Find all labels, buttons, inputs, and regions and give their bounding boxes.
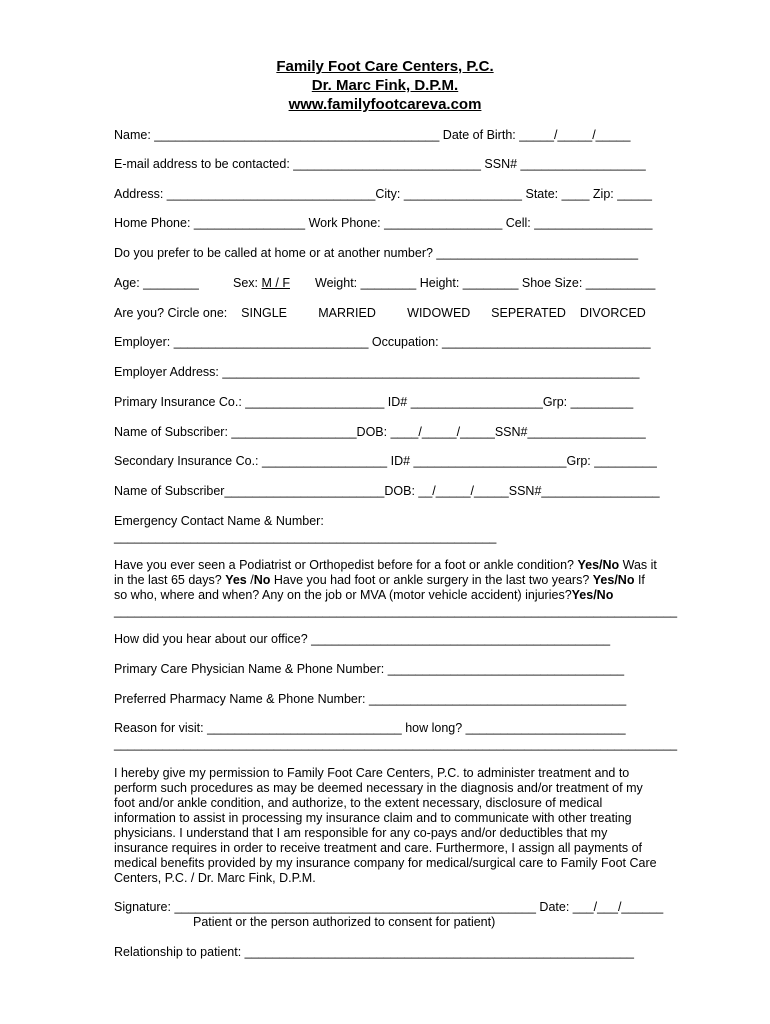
phone-fields[interactable]: Home Phone: ________________ Work Phone: _________________ Cell: _________________ — [114, 216, 653, 230]
address-field[interactable]: Address: ______________________________City: _________________ State: ____ Zip: _____ — [114, 187, 652, 201]
sex-field[interactable] — [233, 276, 290, 291]
primary-physician-field[interactable]: Primary Care Physician Name & Phone Number: __________________________________ — [114, 662, 625, 676]
yes-no-option[interactable]: Yes/No — [577, 558, 620, 572]
header-doctor-name: Dr. Marc Fink, D.P.M. — [311, 77, 459, 94]
secondary-insurance-field[interactable]: Secondary Insurance Co.: __________________ ID# ______________________Grp: _________ — [114, 454, 657, 468]
subscriber-secondary-field[interactable]: Name of Subscriber_______________________DOB: __/_____/_____SSN#_________________ — [114, 484, 660, 498]
preferred-number-field[interactable]: Do you prefer to be called at home or at another number? _____________________________ — [114, 246, 639, 260]
sex-options[interactable]: M / F — [261, 276, 290, 290]
yes-option[interactable]: Yes — [225, 573, 247, 587]
question-answer-line[interactable]: _________________________________________________________________________________ — [114, 604, 678, 618]
header-website: www.familyfootcareva.com — [288, 96, 482, 113]
name-dob-field[interactable]: Name: _________________________________________ Date of Birth: _____/_____/_____ — [114, 128, 631, 142]
reason-continuation-line[interactable]: _________________________________________________________________________________ — [114, 737, 678, 751]
header-practice-name: Family Foot Care Centers, P.C. — [276, 58, 494, 75]
email-ssn-field[interactable]: E-mail address to be contacted: ___________________________ SSN# __________________ — [114, 157, 646, 171]
signature-note: Patient or the person authorized to consent for patient) — [193, 915, 496, 929]
reason-for-visit-field[interactable]: Reason for visit: ____________________________ how long? _______________________ — [114, 721, 626, 735]
primary-insurance-field[interactable]: Primary Insurance Co.: ____________________ ID# ___________________Grp: _________ — [114, 395, 634, 409]
consent-paragraph: I hereby give my permission to Family Foot Care Centers, P.C. to administer treatment and to perform such procedures as may be deemed necessary in the diagnosis and/or treatment of my foot and/or ankle condition, and authorize, to the extent necessary, disclosure of medical information to assist in processing my insurance claim and to communicate with other treating physicians. I understand that I am responsible for any co-pays and/or deductibles that my insurance requires in order to receive treatment and care. Furthermore, I assign all payments of medical benefits provided by my insurance company for medical/surgical care to Family Foot Care Centers, P.C. / Dr. Marc Fink, D.P.M. — [114, 766, 657, 885]
sex-label: Sex: — [233, 276, 262, 290]
pharmacy-field[interactable]: Preferred Pharmacy Name & Phone Number: _____________________________________ — [114, 692, 627, 706]
employer-occupation-field[interactable]: Employer: ____________________________ Occupation: ______________________________ — [114, 335, 651, 349]
emergency-contact-line[interactable]: _______________________________________________________ — [114, 530, 497, 544]
signature-date-field[interactable]: Signature: ____________________________________________________ Date: ___/___/______ — [114, 900, 664, 914]
weight-height-shoe-fields[interactable]: Weight: ________ Height: ________ Shoe Size: __________ — [315, 276, 656, 290]
emergency-contact-label: Emergency Contact Name & Number: — [114, 514, 324, 528]
referral-source-field[interactable]: How did you hear about our office? ___________________________________________ — [114, 632, 611, 646]
podiatrist-question: Have you ever seen a Podiatrist or Orthopedist before for a foot or ankle condition? Yes/No Was it in the last 65 days? Yes /No Have you had foot or ankle surgery in the last two years? Yes/No If so who, where and when? Any on the job or MVA (motor vehicle accident) injuries?Yes/No — [114, 558, 657, 602]
subscriber-primary-field[interactable]: Name of Subscriber: __________________DOB: ____/_____/_____SSN#_________________ — [114, 425, 646, 439]
yes-no-option[interactable]: Yes/No — [571, 588, 614, 602]
age-field[interactable]: Age: ________ — [114, 276, 199, 290]
marital-status-choices[interactable]: Are you? Circle one: SINGLE MARRIED WIDOWED SEPERATED DIVORCED — [114, 306, 646, 320]
employer-address-field[interactable]: Employer Address: ____________________________________________________________ — [114, 365, 640, 379]
yes-no-option[interactable]: Yes/No — [592, 573, 635, 587]
no-option[interactable]: No — [253, 573, 271, 587]
relationship-field[interactable]: Relationship to patient: ________________________________________________________ — [114, 945, 634, 959]
